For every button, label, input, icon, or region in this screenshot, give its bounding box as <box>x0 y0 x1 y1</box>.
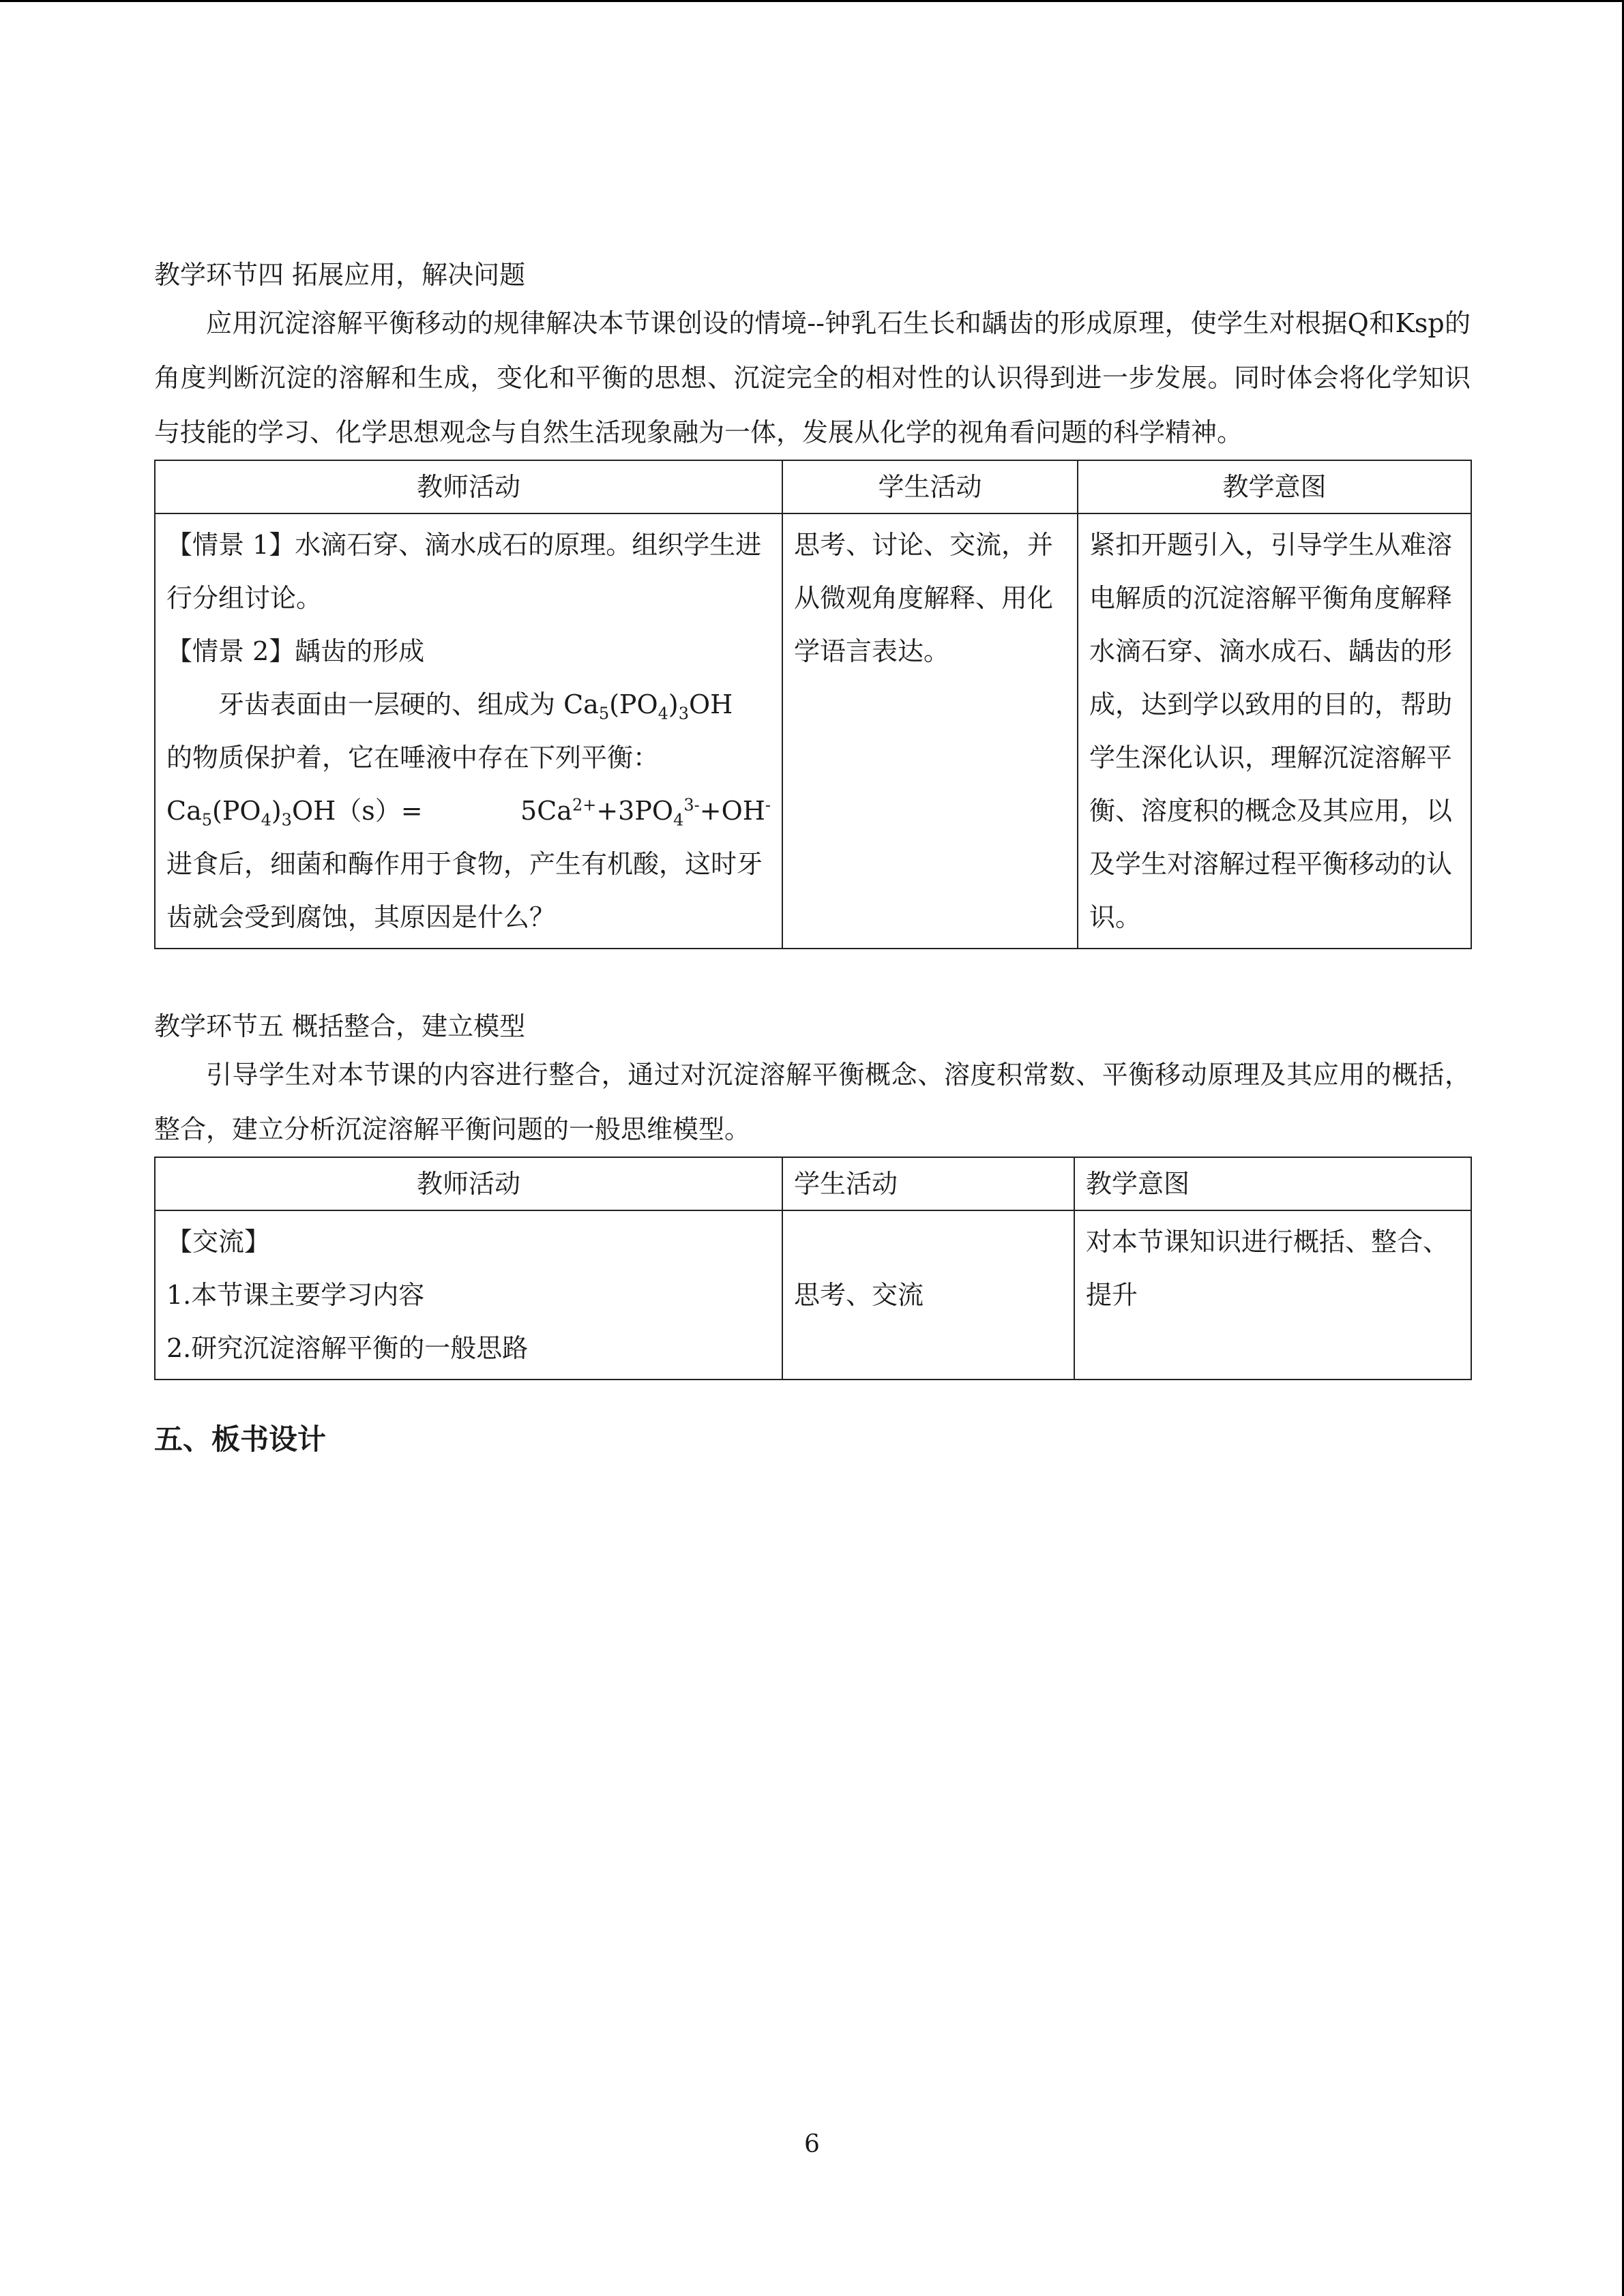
section5-paragraph: 引导学生对本节课的内容进行整合，通过对沉淀溶解平衡概念、溶度积常数、平衡移动原理及其应用的概括，整合，建立分析沉淀溶解平衡问题的一般思维模型。 <box>154 1060 1471 1144</box>
list-item: 2.研究沉淀溶解平衡的一般思路 <box>166 1333 529 1363</box>
page-border-top <box>0 0 1624 2</box>
header-student-activity: 学生活动 <box>782 460 1078 513</box>
equilibrium-equation <box>166 784 771 837</box>
header-teacher-activity: 教师活动 <box>155 460 782 513</box>
header-teaching-intent: 教学意图 <box>1078 460 1471 513</box>
header-teacher-activity: 教师活动 <box>155 1157 782 1210</box>
board-design-heading: 五、板书设计 <box>154 1422 327 1456</box>
header-student-activity: 学生活动 <box>782 1157 1074 1210</box>
section5-table-header-row <box>155 1157 1471 1210</box>
section4-table-row <box>155 513 1471 949</box>
section4-table <box>154 460 1472 949</box>
exchange-label: 【交流】 <box>166 1227 271 1257</box>
section5-title: 教学环节五 概括整合，建立模型 <box>154 1011 526 1041</box>
section5-table <box>154 1157 1472 1380</box>
student-activity-cell: 思考、交流 <box>782 1210 1074 1380</box>
teacher-activity-cell <box>155 513 782 949</box>
section5-table-row <box>155 1210 1471 1380</box>
tooth-description: 牙齿表面由一层硬的、组成为 $Ca_5(PO_4)_3OH$ <box>218 689 733 724</box>
section4-title: 教学环节四 拓展应用，解决问题 <box>154 260 526 290</box>
list-item: 1.本节课主要学习内容 <box>166 1280 425 1310</box>
equation-left: $Ca_5(PO_4)_3OH(s)=$ <box>166 796 423 830</box>
section4-paragraph: 应用沉淀溶解平衡移动的规律解决本节课创设的情境--钟乳石生长和龋齿的形成原理，使学生对根据Q和Ksp的角度判断沉淀的溶解和生成，变化和平衡的思想、沉淀完全的相对性的认识得到进一步发展。同时体会将化学知识与技能的学习、化学思想观念与自然生活现象融为一体，发展从化学的视角看问题的科学精神。 <box>154 308 1471 447</box>
page-number: 6 <box>804 2130 820 2158</box>
teaching-intent-cell: 紧扣开题引入，引导学生从难溶电解质的沉淀溶解平衡角度解释水滴石穿、滴水成石、龋齿的形成，达到学以致用的目的，帮助学生深化认识，理解沉淀溶解平衡、溶度积的概念及其应用，以及学生对溶解过程平衡移动的认识。 <box>1078 513 1471 949</box>
student-activity-cell: 思考、讨论、交流，并从微观角度解释、用化学语言表达。 <box>782 513 1078 949</box>
document-body <box>154 254 1471 1463</box>
teaching-intent-cell: 对本节课知识进行概括、整合、提升 <box>1074 1210 1471 1380</box>
scene2-text: 【情景 2】龋齿的形成 <box>166 636 425 666</box>
scene1-text: 【情景 1】水滴石穿、滴水成石的原理。组织学生进行分组讨论。 <box>166 530 762 613</box>
header-teaching-intent: 教学意图 <box>1074 1157 1471 1210</box>
section4-table-header-row <box>155 460 1471 513</box>
equilibrium-intro: 的物质保护着，它在唾液中存在下列平衡： <box>166 743 660 773</box>
equation-right: $5Ca^{2+}+3PO_4^{3-}+OH^-$ <box>520 795 771 830</box>
decay-question: 进食后，细菌和酶作用于食物，产生有机酸，这时牙齿就会受到腐蚀，其原因是什么？ <box>166 849 763 932</box>
teacher-activity-cell <box>155 1210 782 1380</box>
